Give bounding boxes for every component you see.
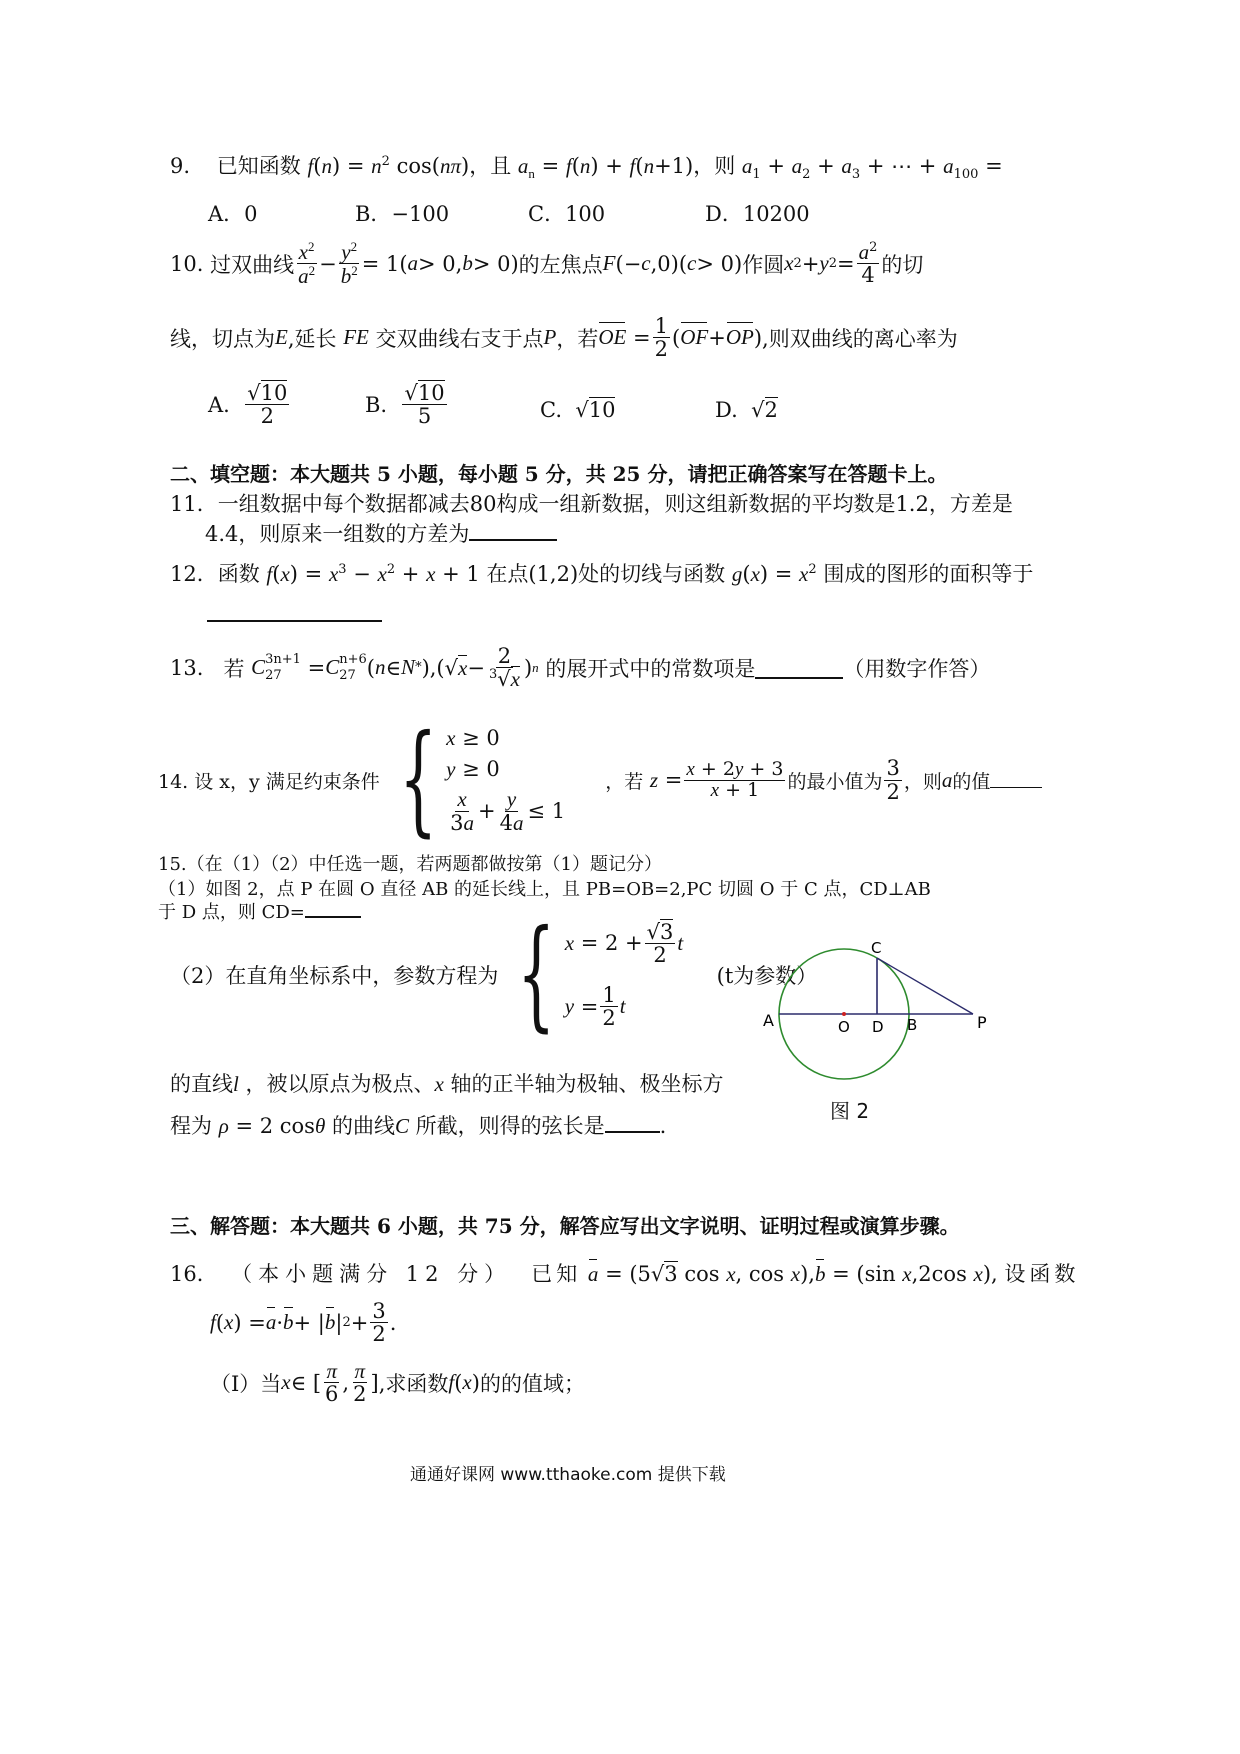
q15-part2-line3: 的直线l ，被以原点为极点、x 轴的正半轴为极轴、极坐标方	[170, 1072, 724, 1096]
q9-option-d: D．10200	[705, 202, 810, 226]
question-16-line1: 16． （本小题满分 12 分） 已知 a = (5√3 cos x, cos x),b = (sin x,2cos x), 设函数	[170, 1262, 1080, 1286]
q9-option-a: A．0	[208, 202, 258, 226]
tangent-cp	[877, 958, 973, 1014]
q15-part1-line1: （1）如图 2，点 P 在圆 O 直径 AB 的延长线上，且 PB=OB=2,PC 切圆 O 于 C 点，CD⊥AB	[158, 879, 931, 900]
label-a: A	[763, 1011, 774, 1030]
label-d: D	[872, 1018, 884, 1036]
center-dot	[842, 1012, 846, 1016]
question-16-part1: （I）当 x ∈ [ $\frac{\pi}{6}$ , $\frac{\pi}{2}$ ] ,求函数 f ( x ) 的的值域；	[210, 1359, 585, 1407]
q9-option-b: B．−100	[355, 202, 450, 226]
q11-line1: 11．一组数据中每个数据都减去80构成一组新数据，则这组新数据的平均数是1.2，方差是	[170, 492, 1013, 516]
q14-constraint-system: { x ≥ 0 y ≥ 0 $\frac{x}{3a}$ + $\frac{y}{4a}$ ≤ 1	[398, 710, 566, 849]
q15-head: 15.（在（1）（2）中任选一题，若两题都做按第（1）题记分）	[158, 854, 662, 875]
figure-2-diagram	[755, 935, 1005, 1085]
q9-option-c: C．100	[528, 202, 606, 226]
page-footer: 通通好课网 www.tthaoke.com 提供下载	[410, 1465, 726, 1485]
question-13: 13. 若 C 3n+1 27 = C n+6 27 ( n ∈ N * ),(√ x − $\frac{2}{^3√x}$ ) n 的展开式中的常数项是 （用数字作答）	[170, 644, 991, 692]
q10-option-a: A. $\frac{√10}{2}$	[208, 381, 288, 429]
question-10-line1: 10. 过双曲线 $\frac{x^2}{a^2}$ − $\frac{y^2}{b^2}$ = 1( a > 0, b > 0) 的左焦点 F (− c ,0)( c > 0) 作圆 x 2 + y 2 = $\frac{a^2}{4}$ 的切	[170, 239, 924, 289]
q11-answer-blank[interactable]	[469, 519, 557, 541]
section-2-heading: 二、填空题：本大题共 5 小题，每小题 5 分，共 25 分，请把正确答案写在答题卡上。	[170, 462, 948, 486]
figure-caption: 图 2	[830, 1099, 870, 1123]
question-14: 14. 设 x，y 满足约束条件 { x ≥ 0 y ≥ 0 $\frac{x}{3a}$ + $\frac{y}{4a}$ ≤ 1 ，若 z = $\frac{x + 2y + 3}{x + 1}$ 的最小值为 $\frac{3}{2}$ ，则 a 的值	[158, 720, 1042, 840]
q10-option-b: B. $\frac{√10}{5}$	[365, 381, 445, 429]
question-9: 9. 已知函数 $f(n) = n^2$ cos(nπ)，且 $a_n = f(n) + f(n+1)$，则 $a_1 + a_2 + a_3$ + ⋯ + $a_{100}$ =	[170, 154, 1003, 183]
q15-part2-line1: （2）在直角坐标系中，参数方程为 { x = 2 + $\frac{√3}{2}$ t y = $\frac{1}{2}$ t (t为参数）	[170, 905, 818, 1044]
section-3-heading: 三、解答题：本大题共 6 小题，共 75 分，解答应写出文字说明、证明过程或演算步骤。	[170, 1214, 960, 1238]
label-p: P	[977, 1013, 987, 1032]
q13-answer-blank[interactable]	[755, 657, 843, 679]
question-12: 12．函数 $f(x) = x^3 - x^2 + x + 1$ 在点(1,2)处的切线与函数 $g(x) = x^2$ 围成的图形的面积等于	[170, 562, 1034, 586]
question-10-line2: 线，切点为 E ,延长 FE 交双曲线右支于点 P ，若 OE = $\frac{1}{2}$ ( OF + OP ) ,则双曲线的离心率为	[170, 314, 958, 362]
label-c: C	[871, 939, 882, 957]
q14-answer-blank[interactable]	[990, 773, 1042, 788]
label-o: O	[838, 1018, 850, 1036]
q12-answer-blank[interactable]	[207, 600, 382, 622]
q9-formula: f	[307, 154, 314, 178]
q15-part1-line2: 于 D 点，则 CD=	[158, 898, 361, 924]
question-16-function: f ( x ) = a · b + | b | 2 + $\frac{3}{2}$ .	[210, 1299, 397, 1347]
q10-option-c: C. √10	[540, 398, 616, 422]
q15-part2-answer-blank[interactable]	[605, 1111, 660, 1133]
label-b: B	[907, 1016, 918, 1034]
q11-line2: 4.4，则原来一组数的方差为	[205, 518, 557, 548]
q15-param-system: { x = 2 + $\frac{√3}{2}$ t y = $\frac{1}{2}$ t	[517, 905, 684, 1044]
q10-option-d: D. √2	[715, 398, 778, 422]
q15-part2-line4: 程为 ρ = 2 cosθ 的曲线C 所截，则得的弦长是 .	[170, 1110, 666, 1140]
